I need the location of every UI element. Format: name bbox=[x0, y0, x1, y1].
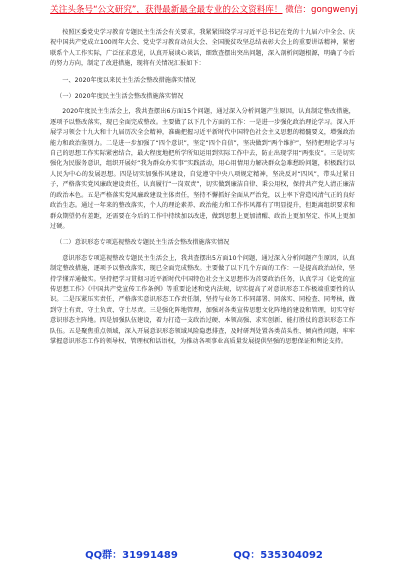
footer-contact bbox=[0, 546, 408, 561]
section-heading: 一、2020年度以来民主生活会整改措施落实情况 bbox=[62, 76, 196, 84]
header-promo-banner bbox=[0, 4, 408, 16]
qq-number: QQ：535304092 bbox=[233, 550, 323, 561]
wechat-id: 微信：gongwenyj bbox=[285, 5, 358, 15]
intro-paragraph: 按照区委党史学习教育专题民主生活会有关要求，我紧紧围绕学习习近平总书记在党的十九届六中全会、庆祝中国共产党成立100周年大会、党史学习教育动员大会、全国脱贫攻坚总结表彰大会上的重要讲话精神，紧密联系个人工作实际，广泛征求意见，认真开展谈心谈话，细致查摆出突出问题，深入剖析问题根源，明确了今后的努力方向，制定了改进措施，现将有关情况汇报如下： bbox=[50, 29, 355, 68]
qq-group: QQ群：31991489 bbox=[85, 550, 178, 561]
subsection-heading: （一）2020年度民主生活会整改措施落实情况 bbox=[56, 93, 184, 101]
promo-text: 关注头条号“公文研究”，获得最新最全最专业的公文资料库！ bbox=[50, 5, 283, 15]
body-paragraph: 意识形态专项巡视整改专题民主生活会上，我共查摆出5方面10个问题，通过深入分析问题产生原因，认真制定整改措施，逐项予以整改落实，现已全面完成整改。主要做了以下几个方面的工作：一是提高政治站位，坚持学懂弄通做实。坚持把学习贯彻习近平新时代中国特色社会主义思想作为首要政治任务，认真学习《论党的宣传思想工作》《中国共产党宣传工作条例》等重要论述和党内法规，切实提高了对意识形态工作极端重要性的认识。二是压紧压实责任，严格落实意识形态工作责任制，坚持与业务工作同部署、同落实、同检查、同考核，做到守土有责、守土负责、守土尽责。三是强化阵地管理，加强对各类宣传思想文化阵地的建设和管理，切实守好意识形态主阵地。四是加强队伍建设，着力打造一支政治过硬、本领高强、求实创新、能打胜仗的意识形态工作队伍。五是聚焦重点领域，深入开展意识形态领域风险隐患排查，及时研判处置各类苗头性、倾向性问题，牢牢掌握意识形态工作的领导权、管理权和话语权，为推动各项事业高质量发展提供坚强的思想保证和舆论支持。 bbox=[50, 254, 355, 345]
document-body bbox=[50, 28, 355, 347]
body-paragraph: 2020年度民主生活会上，我共查摆出6方面15个问题，通过深入分析问题产生原因，认真制定整改措施，逐项予以整改落实，现已全面完成整改。主要做了以下几个方面的工作：一是进一步强化政治理论学习。深入开展学习领会十九大和十九届历次全会精神，准确把握习近平新时代中国特色社会主义思想的精髓要义，增强政治能力和政治鉴别力。二是进一步加强了“四个意识”，坚定“四个自信”，坚决做到“两个维护”，坚持把理论学习与自己的思想工作实际紧密结合，最大程度地把所学所知运用到实际工作中去，防止出现学用“两张皮”。三是切实强化为民服务意识，组织开展好“我为群众办实事”实践活动，用心用情用力解决群众急难愁盼问题，积极践行以人民为中心的发展思想。四是切实加强作风建设，自觉遵守中央八项规定精神，坚决反对“四风”，带头过紧日子，严格落实党风廉政建设责任，认真履行“一岗双责”，切实做到廉洁自律、秉公用权，保持共产党人清正廉洁的政治本色。五是严格落实党风廉政建设主体责任，坚持不懈抓好全面从严治党，以上率下营造风清气正的良好政治生态。通过一年来的整改落实，个人的理论素养、政治能力和工作作风都有了明显提升，但距离组织要求和群众期望仍有差距，还需要在今后的工作中持续加以改进，做到思想上更加清醒、政治上更加坚定、作风上更加过硬。 bbox=[50, 108, 355, 230]
subsection-heading: （二）意识形态专项巡视整改专题民主生活会整改措施落实情况 bbox=[56, 239, 230, 247]
